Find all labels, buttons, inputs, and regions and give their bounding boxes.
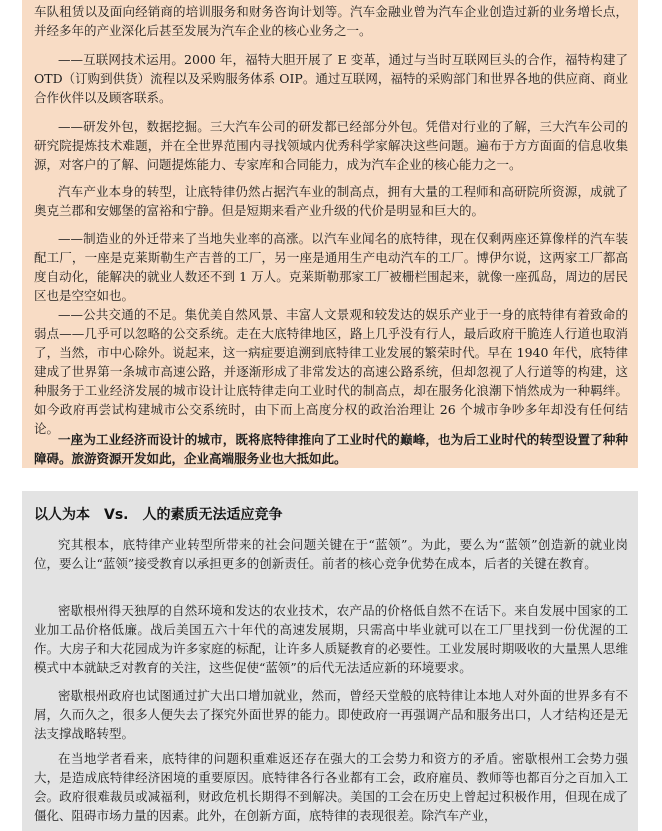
paragraph-blue-collar: 究其根本，底特律产业转型所带来的社会问题关键在于“蓝领”。为此，要么为“蓝领”创造新的就业岗位，要么让“蓝领”接受教育以承担更多的创新责任。前者的核心竞争优势在成本，后者的关键在教育。	[34, 537, 628, 571]
paragraph-exports: 密歇根州政府也试图通过扩大出口增加就业，然而，曾经天堂般的底特律让本地人对外面的世界多有不屑，久而久之，很多人便失去了探究外面世界的能力。即使政府一再强调产品和服务出口，人才结构还是无法支撑战略转型。	[34, 688, 628, 741]
paragraph-summary: 一座为工业经济而设计的城市，既将底特律推向了工业时代的巅峰，也为后工业时代的转型设置了种种障碍。旅游资源开发如此，企业高端服务业也大抵如此。	[34, 432, 628, 466]
paragraph-unions: 在当地学者看来，底特律的问题积重难返还存在强大的工会势力和资方的矛盾。密歇根州工会势力强大，是造成底特律经济困境的重要原因。底特律各行各业都有工会，政府雇员、教师等也都百分之百加入工会。政府很难裁员或减福利，财政危机长期得不到解决。美国的工会在历史上曾起过积极作用，但现在成了僵化、阻碍市场力量的因素。此外，在创新方面，底特律的表现很差。除汽车产业，	[34, 751, 628, 823]
section-heading: 以人为本 Vs. 人的素质无法适应竞争	[34, 507, 283, 523]
paragraph-michigan-agriculture: 密歇根州得天独厚的自然环境和发达的农业技术，农产品的价格低自然不在话下。来自发展中国家的工业加工品价格低廉。战后美国五六十年代的高速发展期，只需高中毕业就可以在工厂里找到一份优渥的工作。大房子和大花园成为许多家庭的标配，让许多人质疑教育的必要性。工业发展时期吸收的大量黑人思维模式中本就缺乏对教育的关注，这些促使“蓝领”的后代无法适应新的环境要求。	[34, 603, 628, 675]
paragraph-auto-finance: 车队租赁以及面向经销商的培训服务和财务咨询计划等。汽车金融业曾为汽车企业创造过新的业务增长点，并经多年的产业深化后甚至发展为汽车企业的核心业务之一。	[34, 4, 628, 38]
paragraph-industry-transform: 汽车产业本身的转型，让底特律仍然占据汽车业的制高点，拥有大量的工程师和高研院所资源，成就了奥克兰郡和安娜堡的富裕和宁静。但是短期来看产业升级的代价是明显和巨大的。	[34, 184, 628, 218]
paragraph-public-transit: ——公共交通的不足。集优美自然风景、丰富人文景观和较发达的娱乐产业于一身的底特律有着致命的弱点——几乎可以忽略的公交系统。走在大底特律地区，路上几乎没有行人，最后政府干脆连人行道也取消了，当然，市中心除外。说起来，这一病症要追溯到底特律工业发展的繁荣时代。早在 1940 年代，底特律建成了世界第一条城市高速公路，并逐渐形成了非常发达的高速公路系统，但却忽视了人行道等的构建，这种服务于工业经济发展的城市设计让底特律走向工业时代的制高点，却在服务化浪潮下悄然成为一种羁绊。如今政府再尝试构建城市公交系统时，由下而上高度分权的政治治理让 26 个城市争吵多年却没有任何结论。	[34, 307, 628, 436]
paragraph-unemployment: ——制造业的外迁带来了当地失业率的高涨。以汽车业闻名的底特律，现在仅剩两座还算像样的汽车装配工厂，一座是克莱斯勒生产吉普的工厂，另一座是通用生产电动汽车的工厂。博伊尔说，这两家工厂都高度自动化，能解决的就业人数还不到 1 万人。克莱斯勒那家工厂被栅栏围起来，就像一座孤岛，周边的居民区也是空空如也。	[34, 231, 628, 303]
paragraph-internet-tech: ——互联网技术运用。2000 年，福特大胆开展了 E 变革，通过与当时互联网巨头的合作，福特构建了 OTD（订购到供货）流程以及采购服务体系 OIP。通过互联网，福特的采购部门和世界各地的供应商、商业合作伙伴以及顾客联系。	[34, 52, 628, 105]
paragraph-rd-outsourcing: ——研发外包，数据挖掘。三大汽车公司的研发都已经部分外包。凭借对行业的了解，三大汽车公司的研究院提炼技术难题，并在全世界范围内寻找领域内优秀科学家解决这些问题。遍布于方方面面的信息收集源，对客户的了解、问题提炼能力、专家库和合同能力，成为汽车企业的核心能力之一。	[34, 119, 628, 172]
